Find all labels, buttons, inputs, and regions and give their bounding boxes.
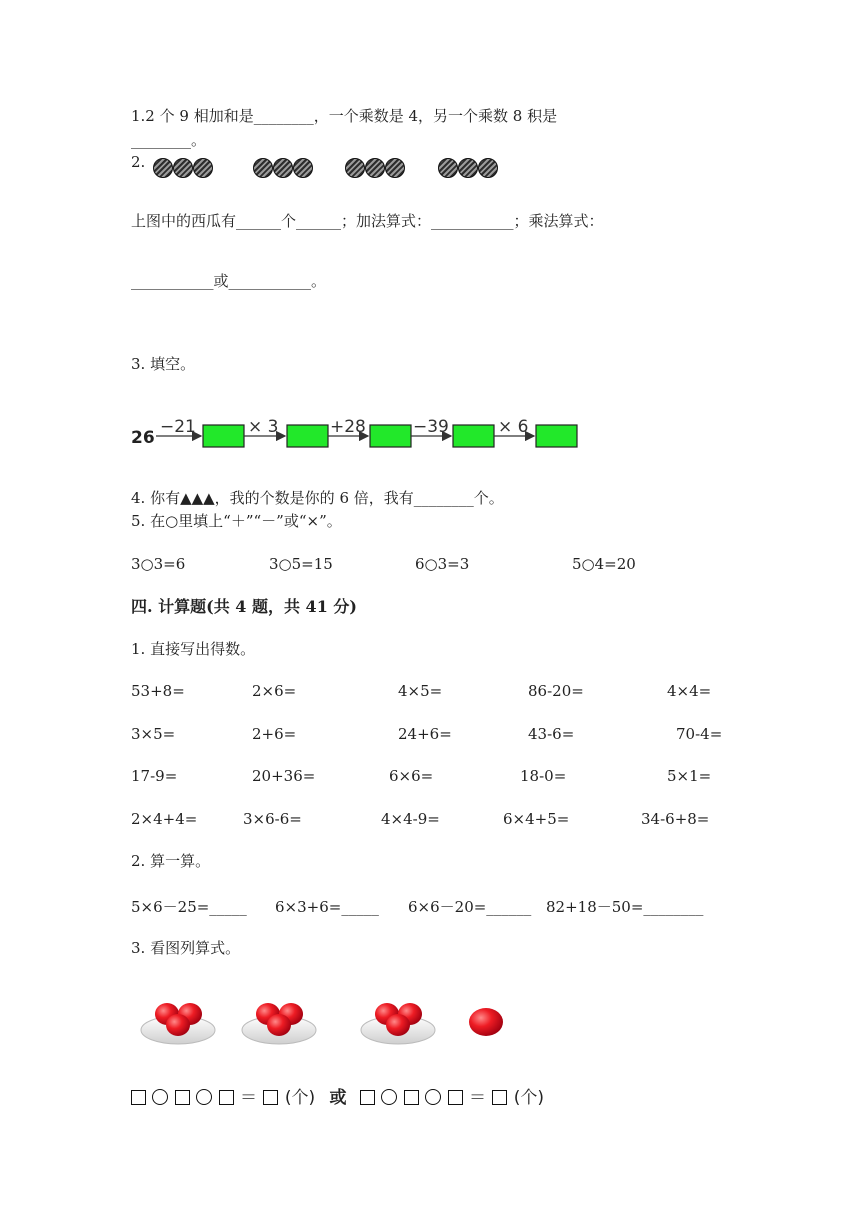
answer-box-1[interactable] xyxy=(203,425,244,447)
equals-sign-icon: ＝ xyxy=(240,1088,258,1108)
apple-picture xyxy=(0,996,860,1066)
answer-box-4[interactable] xyxy=(453,425,494,447)
calc-item: 17-9= xyxy=(131,767,178,785)
calc-item: 3×5= xyxy=(131,725,176,743)
calc2-item: 82+18－50=________ xyxy=(546,898,704,916)
section-title: 四. 计算题(共 4 题，共 41 分) xyxy=(131,597,357,616)
blank-box-icon[interactable] xyxy=(448,1090,463,1105)
calc-item: 4×4-9= xyxy=(381,810,440,828)
apple-icon xyxy=(386,1014,410,1036)
q5-item: 3○5=15 xyxy=(269,555,333,573)
q2-text2: ___________或___________。 xyxy=(131,272,327,290)
apple-icon xyxy=(166,1014,190,1036)
calc2-title: 2. 算一算。 xyxy=(131,852,211,870)
calc2-item: 6×6－20=______ xyxy=(408,898,532,916)
q2-number: 2. xyxy=(131,153,146,171)
operation-chain xyxy=(0,0,860,460)
chain-op-3: +28 xyxy=(330,417,366,437)
calc-item: 2×4+4= xyxy=(131,810,198,828)
apple-plate xyxy=(141,1003,215,1044)
q1-line1: 1.2 个 9 相加和是________，一个乘数是 4，另一个乘数 8 积是 xyxy=(131,107,558,125)
calc-item: 34-6+8= xyxy=(641,810,710,828)
chain-op-4: −39 xyxy=(413,417,449,437)
blank-circle-icon[interactable] xyxy=(196,1089,212,1105)
answer-box-3[interactable] xyxy=(370,425,411,447)
unit-label: (个) xyxy=(513,1088,545,1108)
chain-op-5: × 6 xyxy=(498,417,529,437)
calc-item: 43-6= xyxy=(528,725,575,743)
blank-box-icon[interactable] xyxy=(404,1090,419,1105)
q3-title: 3. 填空。 xyxy=(131,355,196,373)
q5-item: 3○3=6 xyxy=(131,555,186,573)
calc-item: 18-0= xyxy=(520,767,567,785)
calc-item: 70-4= xyxy=(676,725,723,743)
blank-box-icon[interactable] xyxy=(131,1090,146,1105)
blank-box-icon[interactable] xyxy=(175,1090,190,1105)
chain-op-1: −21 xyxy=(160,417,196,437)
blank-circle-icon[interactable] xyxy=(152,1089,168,1105)
blank-box-icon[interactable] xyxy=(492,1090,507,1105)
apple-icon xyxy=(267,1014,291,1036)
answer-box-2[interactable] xyxy=(287,425,328,447)
apple-plate xyxy=(242,1003,316,1044)
calc-item: 6×6= xyxy=(389,767,434,785)
chain-op-2: × 3 xyxy=(248,417,279,437)
calc1-title: 1. 直接写出得数。 xyxy=(131,640,256,658)
q5-text: 5. 在○里填上“＋”“－”或“×”。 xyxy=(131,512,342,530)
calc-item: 86-20= xyxy=(528,682,584,700)
calc-item: 53+8= xyxy=(131,682,185,700)
calc-item: 24+6= xyxy=(398,725,452,743)
q4-text: 4. 你有▲▲▲，我的个数是你的 6 倍，我有________个。 xyxy=(131,489,504,507)
answer-box-5[interactable] xyxy=(536,425,577,447)
chain-start-number: 26 xyxy=(131,428,155,448)
q5-item: 6○3=3 xyxy=(415,555,470,573)
blank-box-icon[interactable] xyxy=(219,1090,234,1105)
q2-text1: 上图中的西瓜有______个______；加法算式：___________；乘法算式： xyxy=(131,212,604,230)
or-label: 或 xyxy=(329,1088,347,1108)
equals-sign-icon: ＝ xyxy=(468,1088,486,1108)
single-apple-icon xyxy=(469,1008,503,1036)
blank-box-icon[interactable] xyxy=(263,1090,278,1105)
q1-line2: ________。 xyxy=(131,131,207,149)
calc-item: 3×6-6= xyxy=(243,810,302,828)
calc3-title: 3. 看图列算式。 xyxy=(131,939,241,957)
apple-equation-row xyxy=(131,1083,545,1108)
calc2-item: 6×3+6=_____ xyxy=(275,898,379,916)
calc-item: 5×1= xyxy=(667,767,712,785)
unit-label: (个) xyxy=(284,1088,316,1108)
calc-item: 2×6= xyxy=(252,682,297,700)
calc2-item: 5×6－25=_____ xyxy=(131,898,247,916)
apple-plate xyxy=(361,1003,435,1044)
blank-circle-icon[interactable] xyxy=(381,1089,397,1105)
calc-item: 4×4= xyxy=(667,682,712,700)
blank-box-icon[interactable] xyxy=(360,1090,375,1105)
blank-circle-icon[interactable] xyxy=(425,1089,441,1105)
q5-item: 5○4=20 xyxy=(572,555,636,573)
calc-item: 6×4+5= xyxy=(503,810,570,828)
calc-item: 4×5= xyxy=(398,682,443,700)
calc-item: 2+6= xyxy=(252,725,297,743)
calc-item: 20+36= xyxy=(252,767,316,785)
